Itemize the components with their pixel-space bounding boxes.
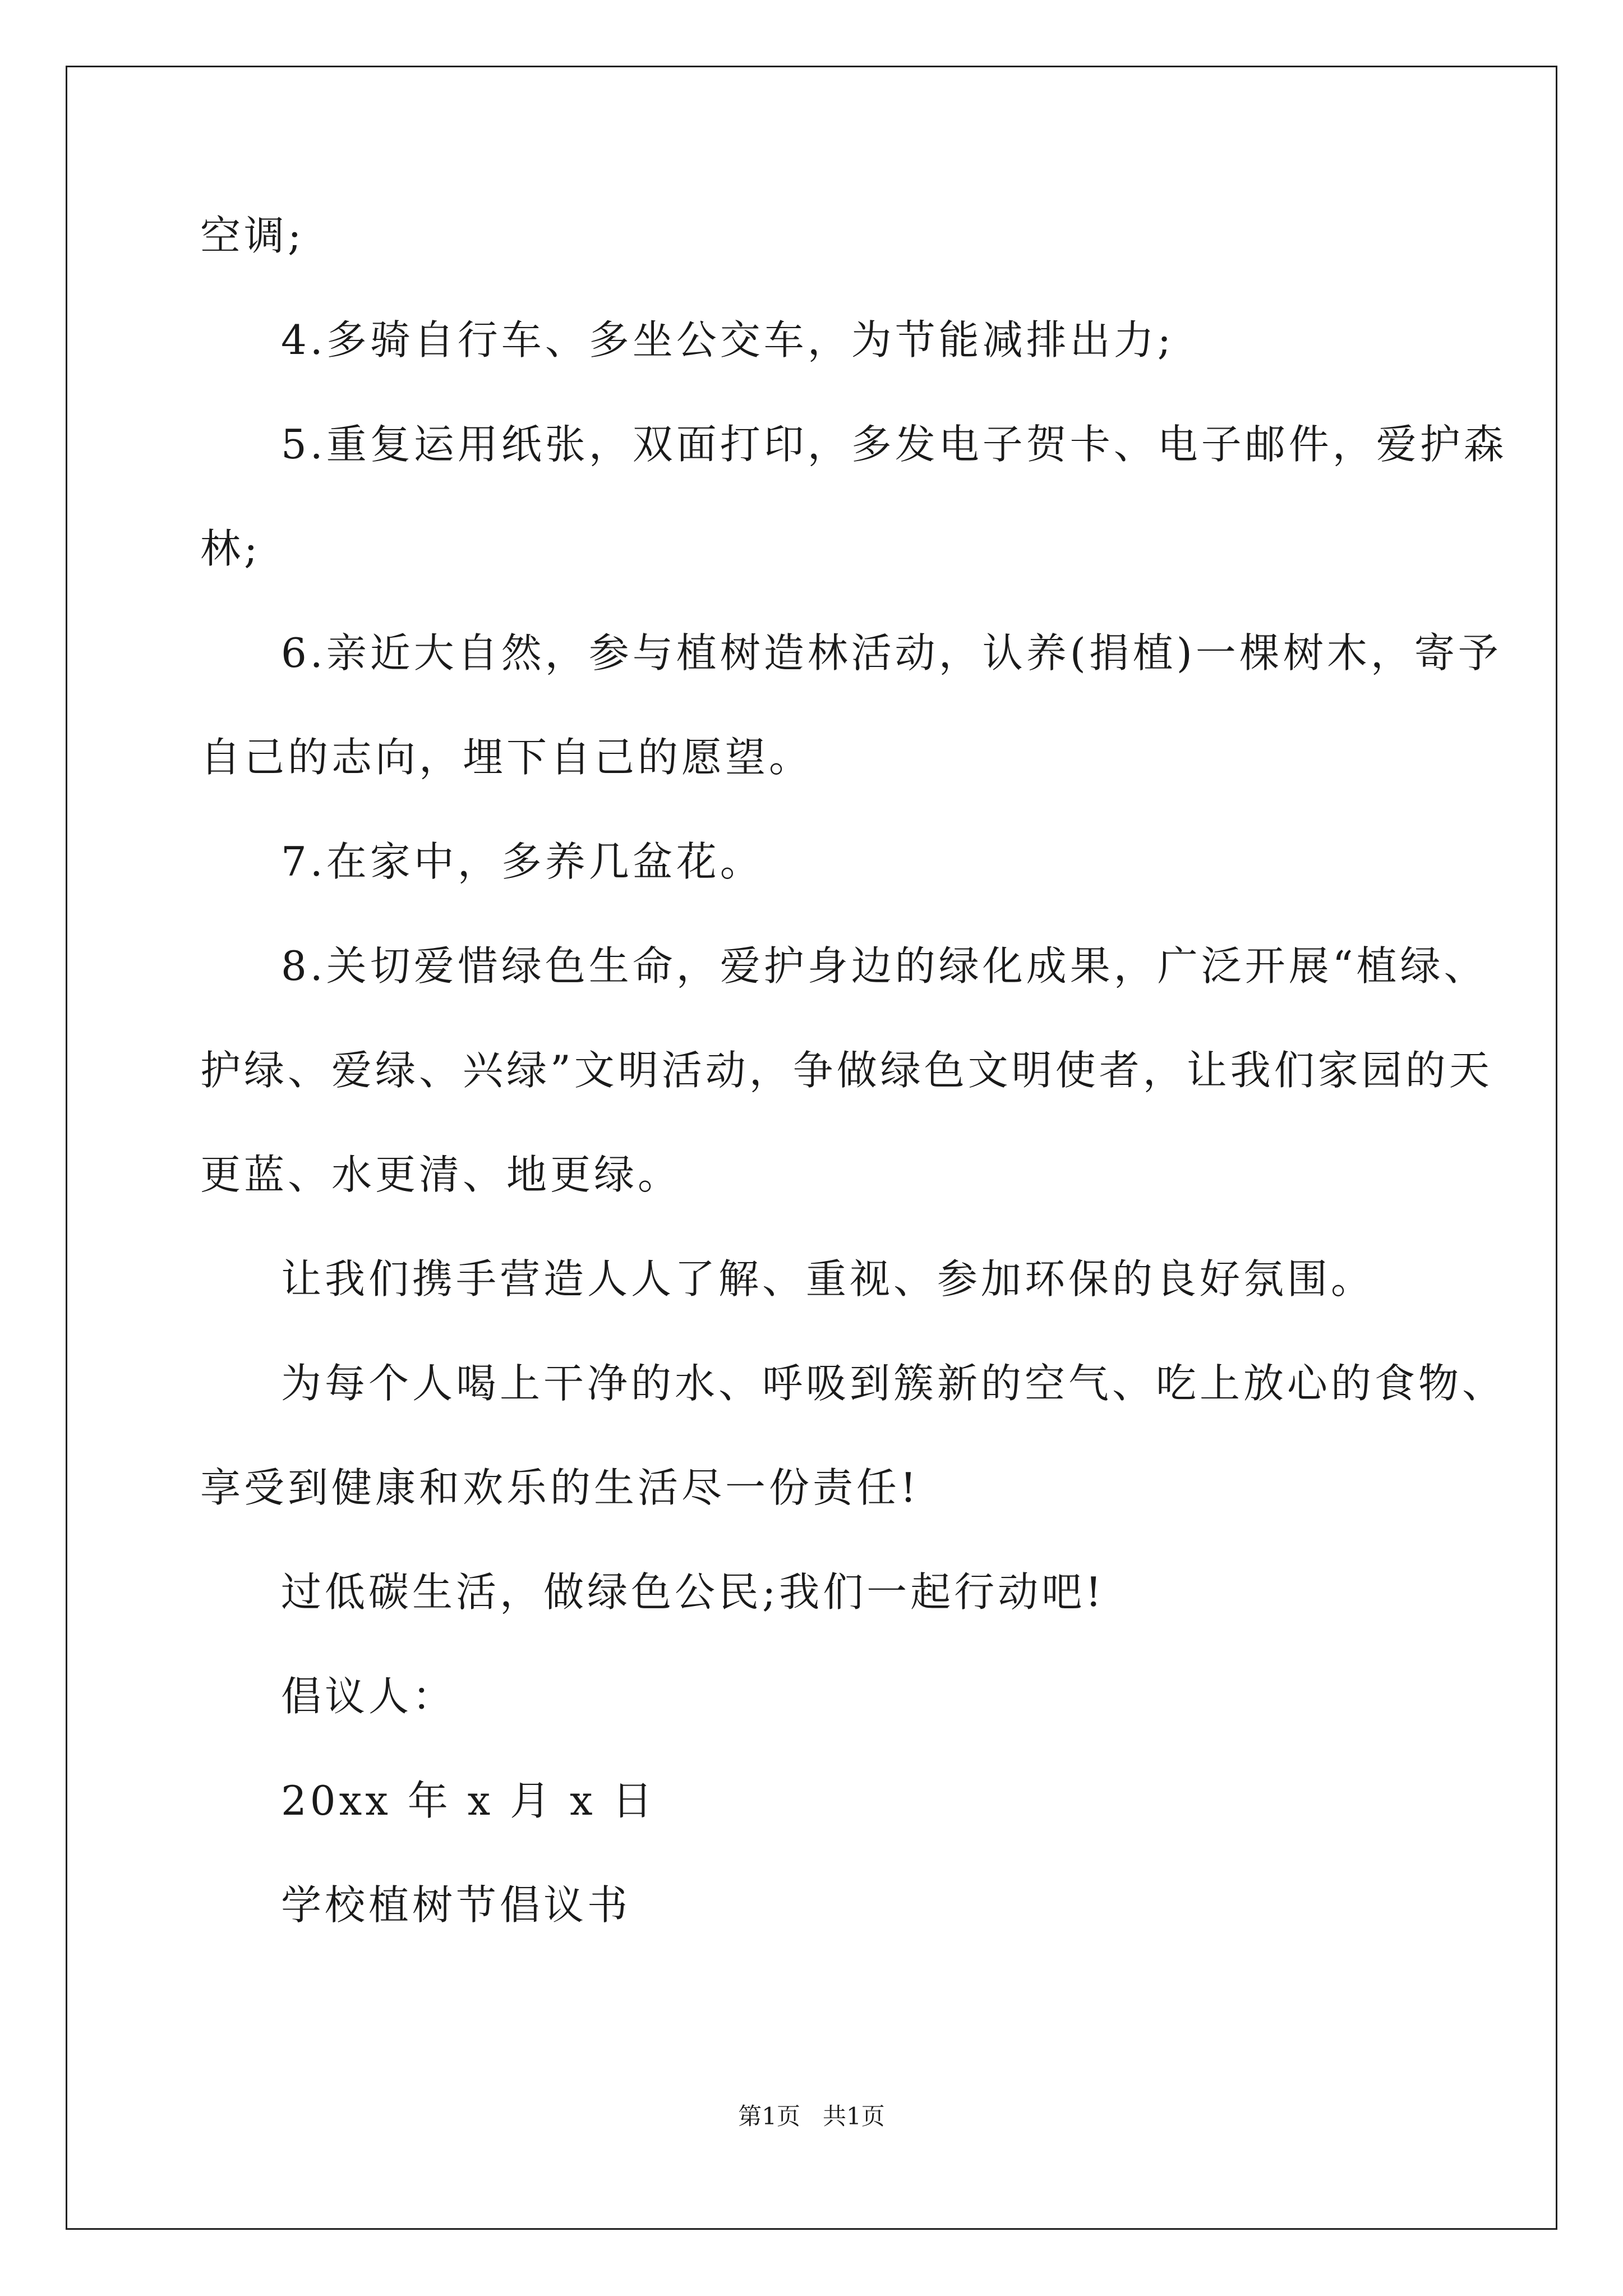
document-title-line: 学校植树节倡议书	[281, 1881, 631, 1929]
text-line: 7.在家中，多养几盆花。	[281, 838, 764, 885]
text-line: 5.重复运用纸张，双面打印，多发电子贺卡、电子邮件，爱护森	[281, 421, 1507, 468]
text-line: 6.亲近大自然，参与植树造林活动，认养(捐植)一棵树木，寄予	[281, 629, 1502, 677]
text-line: 倡议人：	[281, 1673, 457, 1720]
page-footer: 第1页 共1页	[738, 2102, 885, 2130]
text-line: 为每个人喝上干净的水、呼吸到簇新的空气、吃上放心的食物、	[281, 1360, 1506, 1407]
text-line: 4.多骑自行车、多坐公交车，为节能减排出力;	[281, 316, 1174, 364]
text-line: 空调;	[200, 212, 305, 259]
date-line: 20xx 年 x 月 x 日	[281, 1777, 656, 1824]
text-line: 更蓝、水更清、地更绿。	[200, 1151, 682, 1198]
text-line: 自己的志向，埋下自己的愿望。	[200, 734, 813, 781]
text-line: 林;	[200, 525, 261, 572]
text-line: 8.关切爱惜绿色生命，爱护身边的绿化成果，广泛开展“植绿、	[281, 942, 1488, 990]
text-line: 享受到健康和欢乐的生活尽一份责任!	[200, 1464, 920, 1511]
text-line: 护绿、爱绿、兴绿”文明活动，争做绿色文明使者，让我们家园的天	[200, 1047, 1493, 1094]
text-line: 过低碳生活，做绿色公民;我们一起行动吧!	[281, 1568, 1105, 1616]
text-line: 让我们携手营造人人了解、重视、参加环保的良好氛围。	[281, 1255, 1375, 1303]
